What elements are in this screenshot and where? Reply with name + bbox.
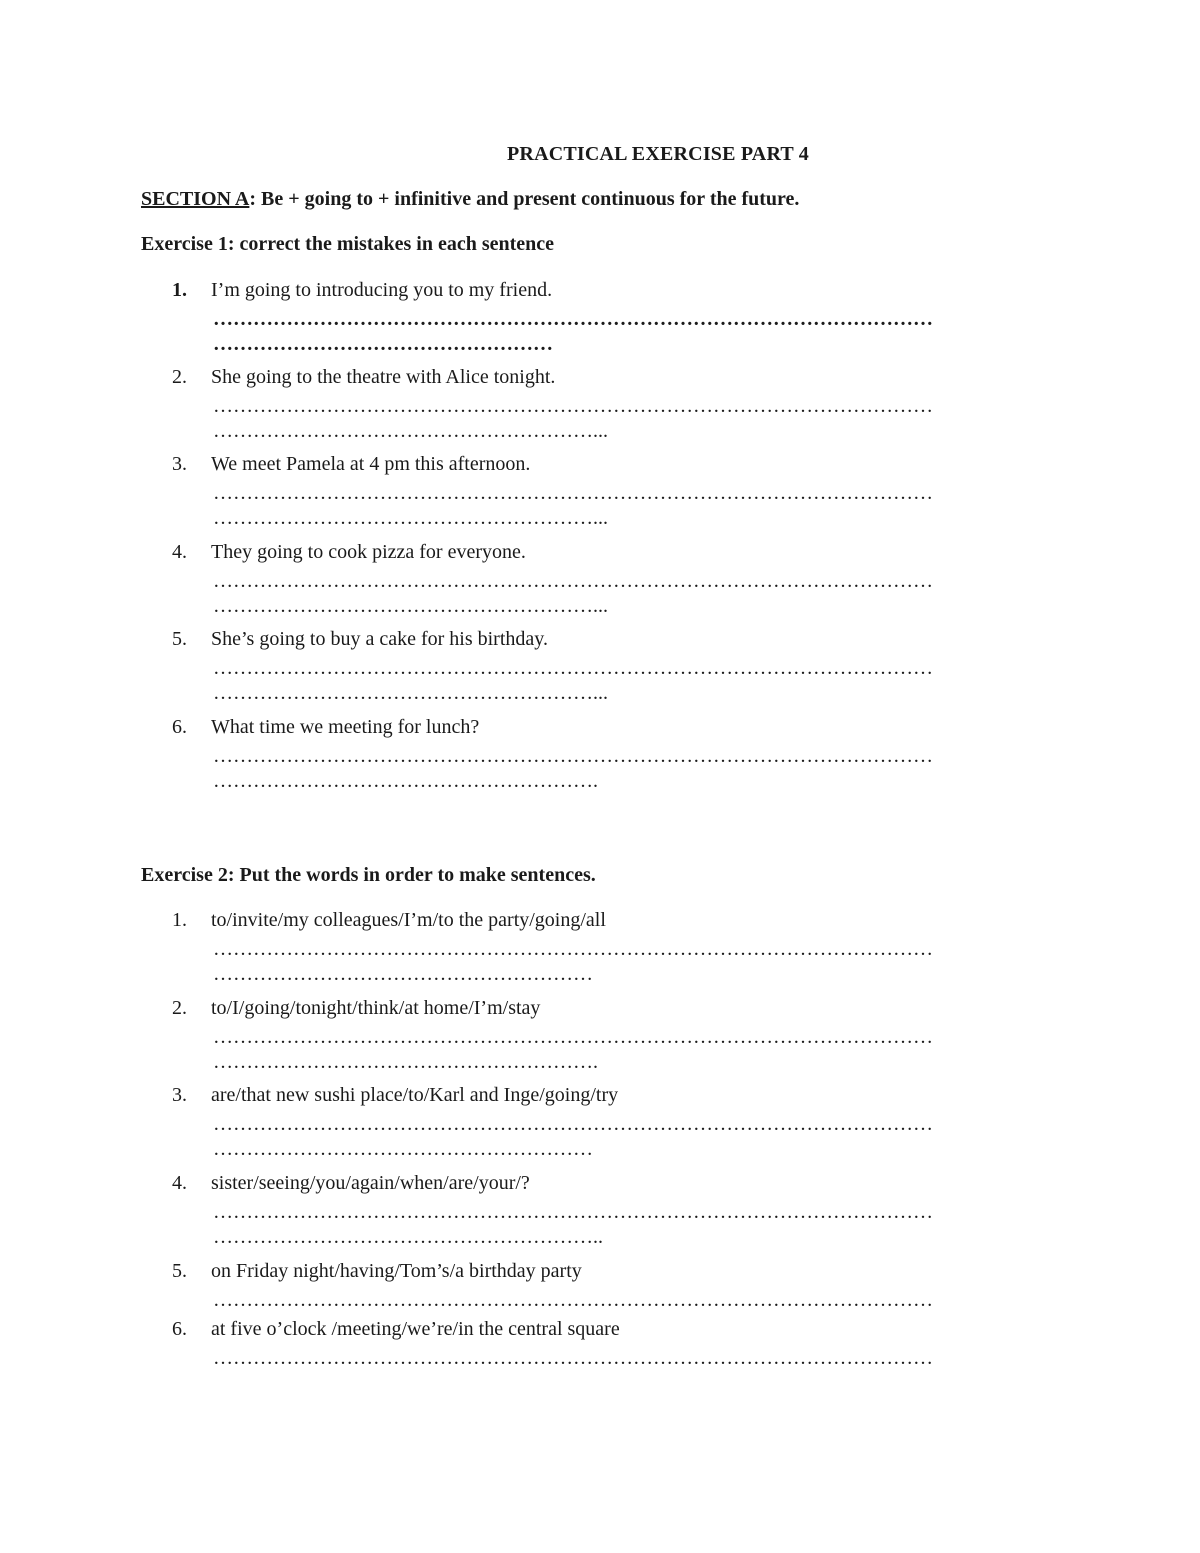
answer-line[interactable]: ……………………………………………………………………………………………… — [213, 395, 933, 417]
answer-line[interactable]: ……………………………………………………………………………………………… — [213, 657, 933, 679]
answer-line[interactable]: ……………………………………………………………………………………………… — [213, 308, 933, 330]
answer-line[interactable]: …………………………………………………... — [213, 595, 608, 617]
section-a-heading — [141, 188, 799, 211]
section-a-label: SECTION A — [141, 188, 250, 210]
item-words: on Friday night/having/Tom’s/a birthday party — [211, 1260, 582, 1282]
answer-line[interactable]: ……………………………………………………………………………………………… — [213, 1026, 933, 1048]
item-sentence: She’s going to buy a cake for his birthday. — [211, 628, 548, 650]
item-number: 5. — [172, 628, 187, 650]
answer-line[interactable]: ……………………………………………………………………………………………… — [213, 1347, 933, 1369]
answer-line[interactable]: ……………………………………………………………………………………………… — [213, 482, 933, 504]
item-sentence: I’m going to introducing you to my friend. — [211, 279, 553, 301]
item-number: 6. — [172, 716, 187, 738]
exercise-1-heading: Exercise 1: correct the mistakes in each sentence — [141, 233, 555, 255]
answer-line[interactable]: …………………………………………………. — [213, 1051, 598, 1073]
answer-line[interactable]: ……………………………………………………………………………………………… — [213, 1113, 933, 1135]
answer-line[interactable]: …………………………………………………... — [213, 682, 608, 704]
answer-line[interactable]: ………………………………………………….. — [213, 1226, 603, 1248]
item-number: 6. — [172, 1318, 187, 1340]
page-title: PRACTICAL EXERCISE PART 4 — [507, 143, 809, 165]
answer-line[interactable]: …………………………………………………... — [213, 507, 608, 529]
item-sentence: What time we meeting for lunch? — [211, 716, 480, 738]
item-number: 3. — [172, 1084, 187, 1106]
item-sentence: They going to cook pizza for everyone. — [211, 541, 526, 563]
answer-line[interactable]: ……………………………………………………………………………………………… — [213, 938, 933, 960]
answer-line[interactable]: ………………………………………………… — [213, 963, 593, 985]
item-words: at five o’clock /meeting/we’re/in the central square — [211, 1318, 620, 1340]
answer-line[interactable]: ……………………………………………………………………………………………… — [213, 1289, 933, 1311]
item-words: are/that new sushi place/to/Karl and Inge/going/try — [211, 1084, 619, 1106]
answer-line[interactable]: …………………………………………………. — [213, 770, 598, 792]
item-number: 2. — [172, 997, 187, 1019]
item-number: 1. — [172, 909, 187, 931]
item-number: 1. — [172, 279, 187, 301]
item-number: 2. — [172, 366, 187, 388]
item-words: to/I/going/tonight/think/at home/I’m/stay — [211, 997, 541, 1019]
answer-line[interactable]: ………………………………………………… — [213, 1138, 593, 1160]
item-words: to/invite/my colleagues/I’m/to the party/going/all — [211, 909, 606, 931]
item-sentence: She going to the theatre with Alice tonight. — [211, 366, 556, 388]
item-number: 4. — [172, 1172, 187, 1194]
exercise-2-heading: Exercise 2: Put the words in order to make sentences. — [141, 864, 596, 886]
answer-line[interactable]: ……………………………………………………………………………………………… — [213, 745, 933, 767]
answer-line[interactable]: ……………………………………………………………………………………………… — [213, 570, 933, 592]
answer-line[interactable]: …………………………………………………... — [213, 420, 608, 442]
item-number: 5. — [172, 1260, 187, 1282]
answer-line[interactable]: …………………………………………… — [213, 333, 553, 355]
answer-line[interactable]: ……………………………………………………………………………………………… — [213, 1201, 933, 1223]
item-number: 3. — [172, 453, 187, 475]
item-sentence: We meet Pamela at 4 pm this afternoon. — [211, 453, 531, 475]
section-a-colon: : — [249, 188, 257, 210]
section-a-text: Be + going to + infinitive and present continuous for the future. — [256, 188, 800, 210]
item-words: sister/seeing/you/again/when/are/your/? — [211, 1172, 530, 1194]
item-number: 4. — [172, 541, 187, 563]
